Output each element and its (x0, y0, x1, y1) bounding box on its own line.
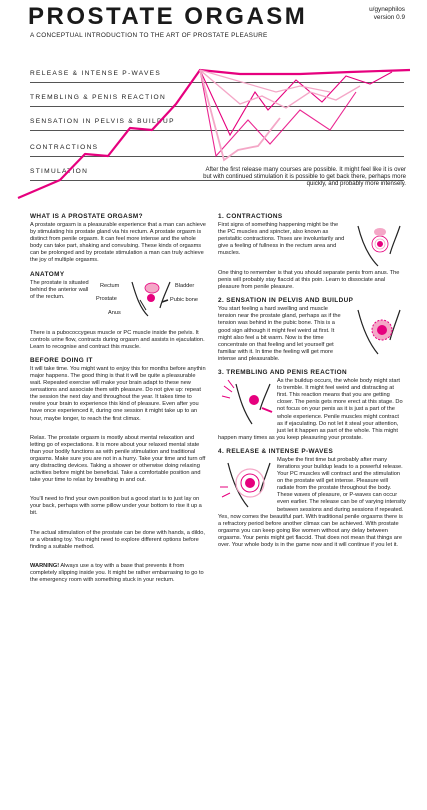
label-bladder: Bladder (175, 282, 195, 289)
diagram-note: After the first release many courses are possible. It might feel like it is over but with continued stimulation it is possible to get back there, perhaps more quickly, and probably more intensely. (203, 166, 406, 188)
progression-branch-light (200, 70, 280, 160)
section-heading-anatomy: ANATOMY (30, 270, 65, 278)
contractions-paragraph: First signs of something happening might be the the PC muscles and spincter, also known as peristaltic contractions. Thses are involuntarily and give a feeling of fullness in the rectum area and muscles. (218, 222, 345, 257)
release-illustration-icon (218, 457, 274, 511)
stage-label-sensation: SENSATION IN PELVIS & BUILDUP (30, 118, 175, 125)
relax-paragraph: Relax. The prostate orgasm is mostly about mental relaxation and letting go of expectations. It is more about your relaxed mental state than your bodily functions as with penile stimulation and traditional orgasms. Make sure you are not in a hurry. Take your time and turn off any distracting devices. Taking a shower or otherwise doing relaxing activities before might be beneficial. Take a comfortable position and take your time to relax by breathing in and out. (30, 434, 206, 484)
stage-divider (30, 106, 404, 107)
stage-divider (30, 130, 404, 131)
left-column (30, 213, 208, 590)
stage-divider (30, 82, 404, 83)
warning-text: Always use a toy with a base that prevents it from completely slipping inside you. It might be rather embarrasing to go to the emergency room with something stuck in your rectum. (30, 562, 204, 583)
section-heading-release: 4. RELEASE & INTENSE P-WAVES (218, 447, 334, 455)
trembling-illustration-icon (218, 378, 274, 428)
section-heading-what: WHAT IS A PROSTATE ORGASM? (30, 213, 143, 220)
position-paragraph: You'll need to find your own position but a good start is to just lay on your back, perhaps with some pillow under your bottom to rise it up a bit. (30, 496, 202, 517)
contractions-paragraph-2: One thing to remember is that you should separate penis from anus. The penis will probably stay flaccid at this poin. Learn to dissociate anal pleasure from penile pleasure. (218, 270, 400, 291)
anatomy-paragraph: There is a pubococcygeus muscle or PC muscle inside the pelvis. It controls urine flow, contracts during orgasm and assists in ejaculation. Learn to recognise and contract this muscle. (30, 329, 205, 350)
anatomy-figure (30, 280, 208, 330)
stage-label-contractions: CONTRACTIONS (30, 144, 99, 151)
stage-label-stimulation: STIMULATION (30, 168, 89, 175)
warning-paragraph (30, 563, 208, 584)
sensation-illustration-icon (350, 306, 406, 358)
stimulation-paragraph: The actual stimulation of the prostate can be done with hands, a dildo, or a vibrating toy. You might need to explore different options before finding a suitable method. (30, 529, 205, 550)
warning-label: WARNING! (30, 562, 60, 569)
label-prostate: Prostate (96, 295, 117, 302)
stage-divider (30, 156, 404, 157)
pelvis-anatomy-icon (126, 278, 176, 318)
progression-branch-light (200, 70, 330, 92)
contractions-illustration-icon (350, 222, 406, 270)
label-pubic-bone: Pubic bone (170, 296, 198, 303)
stage-label-trembling: TREMBLING & PENIS REACTION (30, 94, 167, 101)
what-paragraph: A prostate orgasm is a pleasurable experience that a man can achieve by stimulating his prostate gland via his rectum. A prostate orgasm is distinct from penile orgasm. It can feel more intense and the whole body can take part, shaking and convulsing. These kinds of orgasms can be prolonged and by prostate stimulation a man can truly achieve the joy of multiple orgasms. (30, 222, 206, 264)
before-paragraph: It will take time. You might want to enjoy this for months before anythin major happens. The good thing is that it will be quite a pleasurable wait. Repeated exercise will make your brain adapt to these new sensations and associate them with pleasure. Do not give up: repeat the session the next day and throughout the year. It takes time to rewire your brain to experience this kind of pleasure. Even after you have once experienced it, during one session it might take up to an hour, maybe longer, to reach the first climax. (30, 365, 206, 422)
release-paragraph: Maybe the first time but probably after many iterations your buildup leads to a powerful release. Your PC muscles will contract and the stimulation on the prostate will get intense. Pleasure will radiate from the prostate throughout the body. These waves of pleasure, or P-waves can occur even earlier. The release can be of varying intensity between sessions and during sessions if repeated. Yes, now comes the beautiful part. With traditional penile orgasms there is a refractory period before another climax can be achieved. With prostate orgasms you can keep going like women without any delay between orgasms. Your penis might get flaccid. That does not mean that things are over. Your whole body is in the game now and it will continue if you let it. (218, 456, 406, 548)
trembling-paragraph: As the buildup occurs, the whole body might start to tremble. It might feel weird and distracting at first. This reaction means that you are getting closer. The penis gets more erect at this stage. Do not focus on your penis as it is just a part of the whole experience. Penile muscles might contract as if ejaculating. Do not let it steal your attention, just let it happen as part of the whole. This might happen many times as you keep pleasuring your prostate. (218, 378, 403, 441)
version-label: version 0.9 (373, 14, 405, 21)
progression-branch (200, 70, 392, 135)
page-subtitle: A CONCEPTUAL INTRODUCTION TO THE ART OF PROSTATE PLEASURE (30, 32, 268, 39)
section-heading-contractions: 1. CONTRACTIONS (218, 213, 283, 220)
sensation-paragraph: You start feeling a hard swelling and muscle tension near the prostate gland, perhaps as if the tension was behind in the pubic bone. This is a good sign although it might feel weird at first. It might also feel a bit warm. Now is the time concentrate on that feeling and let yourself get familiar with it. In time the feeling will get more intense and pleasurable. (218, 306, 341, 362)
section-heading-trembling: 3. TREMBLING AND PENIS REACTION (218, 369, 347, 377)
section-heading-sensation: 2. SENSATION IN PELVIS AND BUILDUP (218, 297, 354, 305)
page-title: PROSTATE ORGASM (28, 3, 308, 30)
author-name: u/gynephilos (369, 6, 405, 13)
stage-label-release: RELEASE & INTENSE P-WAVES (30, 70, 162, 77)
progression-branch-light (200, 70, 360, 108)
label-rectum: Rectum (100, 282, 120, 289)
right-column (218, 213, 406, 555)
label-anus: Anus (108, 309, 121, 316)
section-heading-before: BEFORE DOING IT (30, 356, 93, 364)
author-block (369, 6, 405, 22)
anatomy-intro: The prostate is situated behind the anterior wall of the rectum. (30, 279, 89, 300)
